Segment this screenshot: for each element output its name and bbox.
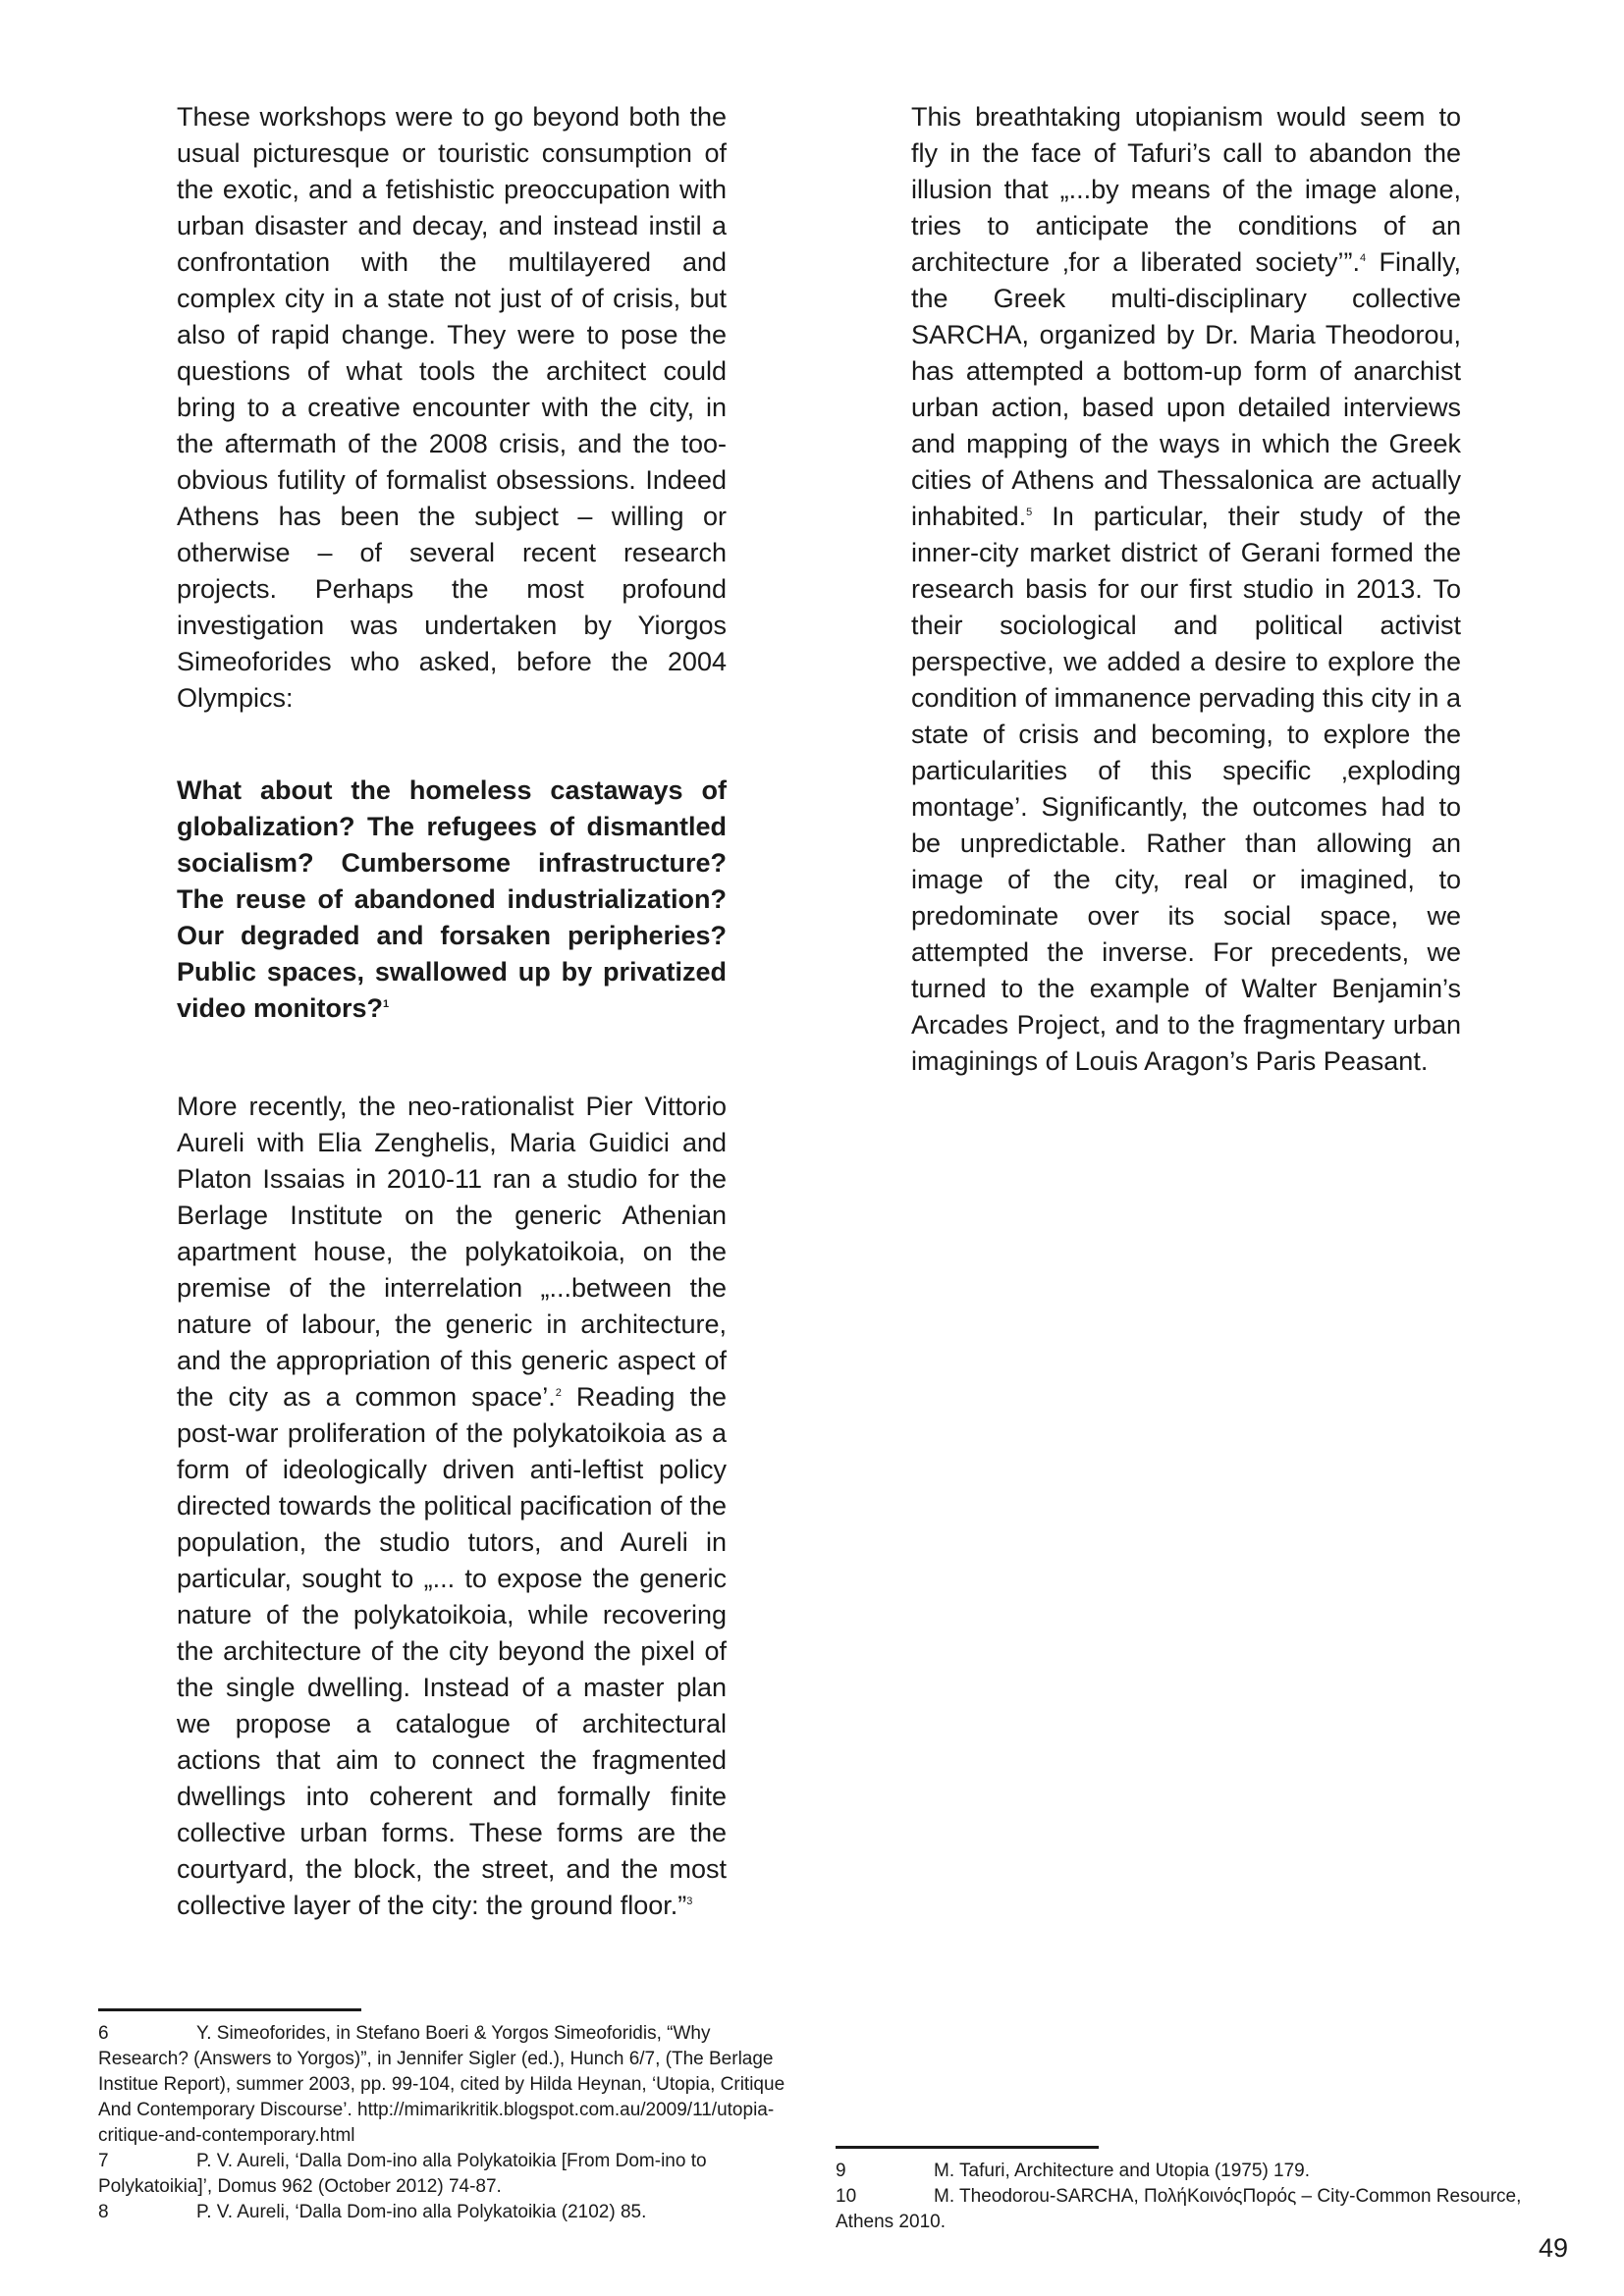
- footnote-number: 9: [836, 2161, 846, 2181]
- footnote-number: 7: [98, 2151, 109, 2171]
- footnote: [98, 2021, 805, 2149]
- footnote-text: P. V. Aureli, ‘Dalla Dom-ino alla Polykatoikia (2102) 85.: [196, 2202, 647, 2222]
- footnote-divider: [98, 2008, 361, 2011]
- paragraph-text: Finally, the Greek multi-disciplinary collective SARCHA, organized by Dr. Maria Theodorou, has attempted a bottom-up form of anarchist urban action, based upon detailed interviews and mapping of the ways in which the Greek cities of Athens and Thessalonica are actually inhabited.: [911, 247, 1461, 531]
- footnote-ref[interactable]: 5: [1026, 507, 1033, 518]
- page-number: 49: [1538, 2233, 1568, 2263]
- footnotes-right: [836, 2146, 1543, 2235]
- footnote-divider: [836, 2146, 1099, 2149]
- body-paragraph: These workshops were to go beyond both the usual picturesque or touristic consumption of the exotic, and a fetishistic preoccupation with urban disaster and decay, and instead instil a confrontation with the multilayered and complex city in a state not just of of crisis, but also of rapid change. They were to pose the questions of what tools the architect could bring to a creative encounter with the city, in the aftermath of the 2008 crisis, and the too-obvious futility of formalist obsessions. Indeed Athens has been the subject – willing or otherwise – of several recent research projects. Perhaps the most profound investigation was undertaken by Yiorgos Simeoforides who asked, before the 2004 Olympics:: [177, 102, 727, 713]
- left-column: [177, 99, 727, 1924]
- footnote: [98, 2149, 805, 2200]
- footnote-text: P. V. Aureli, ‘Dalla Dom-ino alla Polykatoikia [From Dom-ino to Polykatoikia]’, Domus 962 (October 2012) 74-87.: [98, 2151, 707, 2197]
- block-quote: [177, 773, 727, 1027]
- footnotes-left: [98, 2008, 805, 2225]
- footnote: [836, 2159, 1543, 2184]
- paragraph-text: In particular, their study of the inner-city market district of Gerani formed the research basis for our first studio in 2013. To their sociological and political activist perspective, we added a desire to explore the condition of immanence pervading this city in a state of crisis and becoming, to explore the particularities of this specific ‚exploding montage’. Significantly, the outcomes had to be unpredictable. Rather than allowing an image of the city, real or imagined, to predominate over its social space, we attempted the inverse. For precedents, we turned to the example of Walter Benjamin’s Arcades Project, and to the fragmentary urban imaginings of Louis Aragon’s Paris Peasant.: [911, 502, 1461, 1076]
- right-column: [911, 99, 1461, 1080]
- footnote-ref[interactable]: 2: [555, 1387, 562, 1399]
- footnote-ref[interactable]: 4: [1360, 252, 1367, 264]
- footnote-number: 6: [98, 2023, 109, 2044]
- footnote-text: M. Tafuri, Architecture and Utopia (1975) 179.: [934, 2161, 1311, 2181]
- body-paragraph: [177, 1089, 727, 1924]
- footnote-text: M. Theodorou-SARCHA, ΠολήΚοινόςΠορός – City-Common Resource, Athens 2010.: [836, 2186, 1522, 2232]
- footnote: [836, 2184, 1543, 2235]
- footnote-text: Y. Simeoforides, in Stefano Boeri & Yorgos Simeoforidis, “Why Research? (Answers to Yorgos)”, in Jennifer Sigler (ed.), Hunch 6/7, (The Berlage Institue Report), summer 2003, pp. 99-104, cited by Hilda Heynan, ‘Utopia, Critique And Contemporary Discourse’. http://mimarikritik.blogspot.com.au/2009/11/utopia-critique-and-contemporary.html: [98, 2023, 785, 2146]
- footnote: [98, 2200, 805, 2225]
- footnote-ref[interactable]: 3: [686, 1896, 693, 1907]
- footnote-number: 8: [98, 2202, 109, 2222]
- footnote-ref[interactable]: 1: [383, 998, 390, 1010]
- quote-text: What about the homeless castaways of globalization? The refugees of dismantled socialism? Cumbersome infrastructure? The reuse of abandoned industrialization? Our degraded and forsaken peripheries? Public spaces, swallowed up by privatized video monitors?: [177, 775, 727, 1023]
- paragraph-text: This breathtaking utopianism would seem to fly in the face of Tafuri’s call to abandon the illusion that „...by means of the image alone, tries to anticipate the conditions of an architecture ‚for a liberated society’”.: [911, 102, 1461, 277]
- body-paragraph: [911, 99, 1461, 1080]
- paragraph-text: More recently, the neo-rationalist Pier Vittorio Aureli with Elia Zenghelis, Maria Guidici and Platon Issaias in 2010-11 ran a studio for the Berlage Institute on the generic Athenian apartment house, the polykatoikoia, on the premise of the interrelation „...between the nature of labour, the generic in architecture, and the appropriation of this generic aspect of the city as a common space’.: [177, 1092, 727, 1412]
- paragraph-text: Reading the post-war proliferation of the polykatoikoia as a form of ideologically driven anti-leftist policy directed towards the political pacification of the population, the studio tutors, and Aureli in particular, sought to „... to expose the generic nature of the polykatoikoia, while recovering the architecture of the city beyond the pixel of the single dwelling. Instead of a master plan we propose a catalogue of architectural actions that aim to connect the fragmented dwellings into coherent and formally finite collective urban forms. These forms are the courtyard, the block, the street, and the most collective layer of the city: the ground floor.”: [177, 1382, 728, 1920]
- footnote-number: 10: [836, 2186, 857, 2207]
